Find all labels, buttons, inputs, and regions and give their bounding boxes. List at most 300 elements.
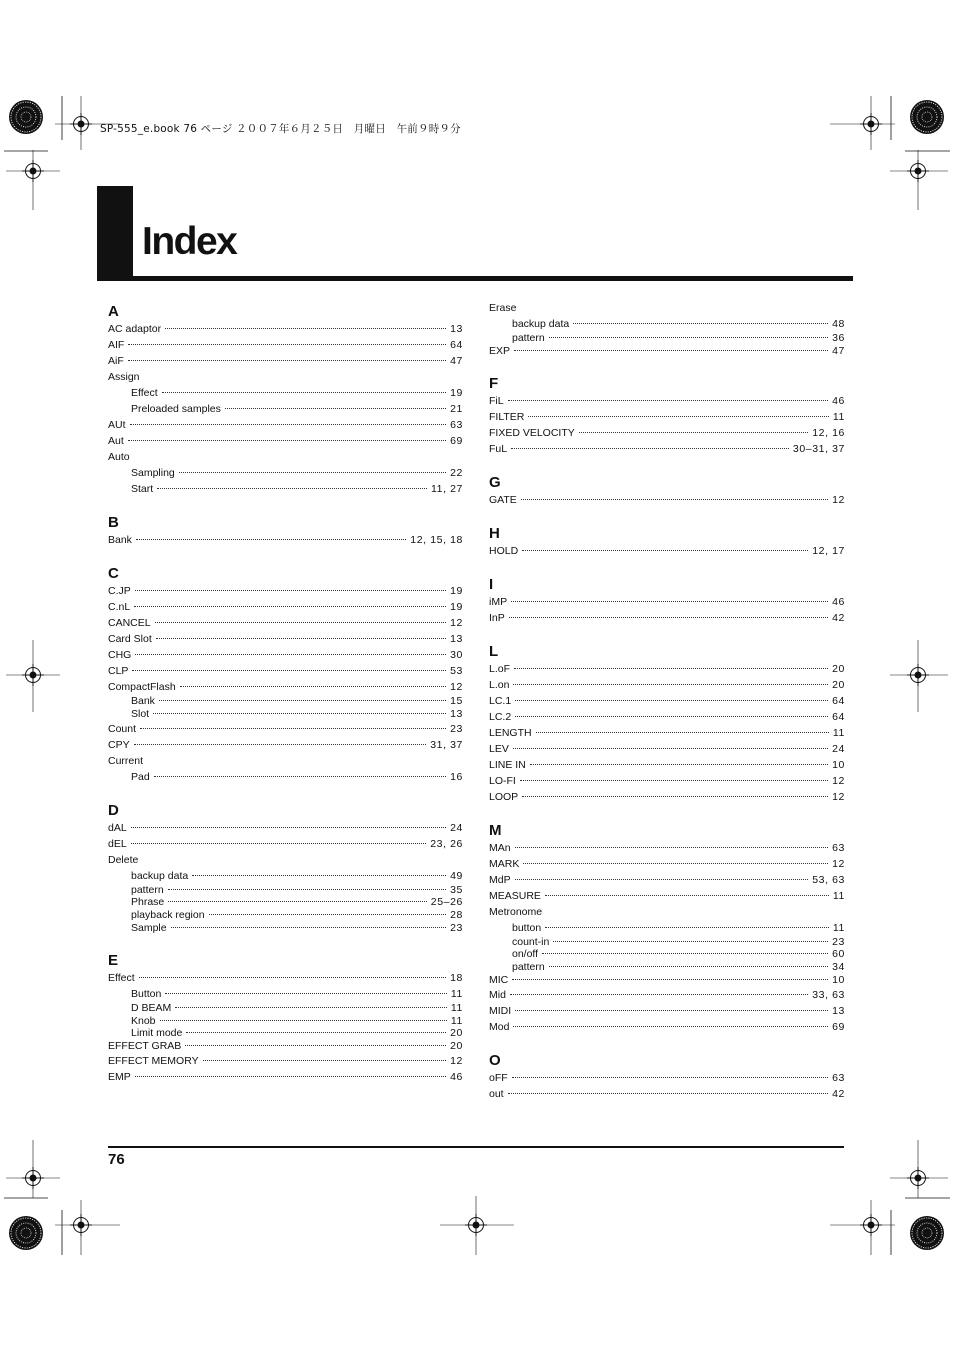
index-entry <box>489 393 845 409</box>
index-page-ref: 11, 27 <box>430 483 463 495</box>
index-term: LEV <box>489 742 509 755</box>
index-entry <box>489 987 845 1003</box>
dot-leader <box>509 617 828 618</box>
registration-star-icon <box>9 1216 43 1250</box>
index-entry <box>489 543 845 559</box>
index-page-ref: 47 <box>832 344 845 357</box>
index-entry <box>489 1003 845 1019</box>
index-letter-heading: A <box>108 303 119 320</box>
index-entry <box>489 757 845 773</box>
dot-leader <box>225 408 446 409</box>
registration-star-icon <box>9 100 43 134</box>
page-title: Index <box>142 220 237 263</box>
index-letter-heading: H <box>489 524 500 542</box>
index-page-ref: 12, 16 <box>812 426 845 439</box>
dot-leader <box>513 1026 828 1027</box>
dot-leader <box>165 328 446 329</box>
dot-leader <box>553 941 828 942</box>
dot-leader <box>549 337 828 338</box>
index-entry <box>489 1086 845 1102</box>
index-page-ref: 33, 63 <box>812 988 845 1001</box>
dot-leader <box>510 994 808 995</box>
index-entry <box>489 856 845 872</box>
index-page-ref: 12 <box>832 493 845 506</box>
index-page-ref: 11 <box>450 1001 463 1014</box>
index-entry <box>108 836 463 852</box>
index-entry <box>489 725 845 741</box>
dot-leader <box>512 979 828 980</box>
index-entry <box>108 337 463 353</box>
dot-leader <box>155 622 447 623</box>
dot-leader <box>132 670 446 671</box>
index-page-ref: 47 <box>450 355 463 367</box>
index-term: Phrase <box>131 896 165 909</box>
index-page-ref: 11 <box>450 1014 463 1027</box>
footer-rule <box>108 1146 844 1148</box>
registration-star-icon <box>910 1216 944 1250</box>
dot-leader <box>131 843 427 844</box>
index-page-ref: 19 <box>450 585 463 597</box>
dot-leader <box>135 590 446 591</box>
index-page-ref: 64 <box>450 339 463 351</box>
dot-leader <box>511 601 828 602</box>
index-subentry <box>108 986 463 1002</box>
index-entry <box>108 417 463 433</box>
index-term: Bank <box>108 534 132 546</box>
title-rule <box>97 276 853 281</box>
index-entry <box>108 353 463 369</box>
dot-leader <box>513 748 828 749</box>
index-term: D BEAM <box>131 1001 172 1014</box>
index-term: CompactFlash <box>108 681 176 693</box>
index-term: FuL <box>489 442 508 455</box>
index-page-ref: 69 <box>450 435 463 447</box>
index-entry <box>489 789 845 805</box>
index-subentry <box>108 1002 463 1015</box>
index-term: LOOP <box>489 790 519 803</box>
index-term: C.nL <box>108 601 131 613</box>
index-entry <box>108 647 463 663</box>
index-entry <box>489 594 845 610</box>
dot-leader <box>180 686 446 687</box>
dot-leader <box>153 713 446 714</box>
dot-leader <box>515 847 829 848</box>
index-term: backup data <box>512 318 570 330</box>
index-term: Effect <box>108 971 135 984</box>
index-column-right <box>489 300 845 1102</box>
index-term: Preloaded samples <box>131 403 221 415</box>
dot-leader <box>186 1032 446 1033</box>
index-term: pattern <box>512 332 545 344</box>
index-subentry <box>108 922 463 935</box>
dot-leader <box>508 1093 829 1094</box>
index-term: EFFECT MEMORY <box>108 1054 199 1067</box>
index-entry <box>489 345 845 358</box>
index-page-ref: 11 <box>832 726 845 739</box>
index-page-ref: 12 <box>450 617 463 629</box>
dot-leader <box>128 440 446 441</box>
index-subentry <box>489 316 845 332</box>
index-page-ref: 69 <box>832 1020 845 1033</box>
index-entry <box>489 741 845 757</box>
index-entry <box>108 820 463 836</box>
index-entry <box>489 677 845 693</box>
index-page-ref: 11 <box>832 410 845 423</box>
index-entry <box>108 679 463 695</box>
dot-leader <box>514 350 828 351</box>
index-term: InP <box>489 611 505 624</box>
index-page-ref: 53 <box>450 665 463 677</box>
index-entry <box>108 737 463 753</box>
index-page-ref: 42 <box>832 611 845 624</box>
index-entry <box>108 433 463 449</box>
index-page-ref: 35 <box>450 883 463 896</box>
index-entry <box>108 970 463 986</box>
index-page-ref: 24 <box>832 742 845 755</box>
index-term: MdP <box>489 873 511 886</box>
index-term: dEL <box>108 837 127 850</box>
dot-leader <box>135 654 446 655</box>
index-page-ref: 46 <box>450 1070 463 1083</box>
index-subentry <box>108 385 463 401</box>
dot-leader <box>157 488 427 489</box>
index-subentry <box>489 920 845 936</box>
dot-leader <box>160 1020 447 1021</box>
index-subentry <box>108 884 463 897</box>
index-term: MIC <box>489 973 509 986</box>
index-subentry <box>108 909 463 922</box>
dot-leader <box>522 796 828 797</box>
index-page-ref: 64 <box>832 710 845 723</box>
index-subentry <box>108 481 463 497</box>
index-entry <box>108 1069 463 1085</box>
index-term: CANCEL <box>108 617 151 629</box>
index-page-ref: 63 <box>832 841 845 854</box>
dot-leader <box>130 424 447 425</box>
index-letter-heading: B <box>108 514 119 531</box>
dot-leader <box>579 432 808 433</box>
dot-leader <box>171 927 447 928</box>
index-entry <box>489 441 845 457</box>
index-page-ref: 31, 37 <box>430 738 463 751</box>
index-entry-group: Auto <box>108 451 130 463</box>
dot-leader <box>154 776 446 777</box>
index-page-ref: 24 <box>450 821 463 834</box>
index-page-ref: 20 <box>450 1040 463 1053</box>
index-term: pattern <box>512 961 545 974</box>
index-page-ref: 23 <box>832 935 845 948</box>
index-subentry <box>108 695 463 708</box>
index-term: MEASURE <box>489 889 541 902</box>
index-page-ref: 15 <box>450 695 463 707</box>
index-entry-group: Erase <box>489 302 517 314</box>
index-page-ref: 11 <box>450 987 463 1000</box>
index-entry <box>489 773 845 789</box>
dot-leader <box>156 638 446 639</box>
index-term: LENGTH <box>489 726 532 739</box>
index-entry <box>489 409 845 425</box>
dot-leader <box>168 889 446 890</box>
dot-leader <box>528 416 828 417</box>
dot-leader <box>573 323 828 324</box>
index-term: Button <box>131 987 162 1000</box>
index-term: AUt <box>108 419 126 431</box>
title-block <box>97 186 133 280</box>
index-page-ref: 42 <box>832 1087 845 1100</box>
index-term: EFFECT GRAB <box>108 1040 182 1053</box>
index-page-ref: 12 <box>832 857 845 870</box>
index-term: L.on <box>489 678 510 691</box>
dot-leader <box>203 1060 446 1061</box>
index-entry <box>108 1053 463 1069</box>
dot-leader <box>520 780 828 781</box>
index-subentry <box>108 708 463 721</box>
dot-leader <box>512 1077 828 1078</box>
dot-leader <box>139 977 446 978</box>
index-term: MIDI <box>489 1004 512 1017</box>
index-subentry <box>489 332 845 345</box>
index-entry <box>108 1040 463 1053</box>
index-entry-group: Current <box>108 754 144 767</box>
index-page-ref: 28 <box>450 909 463 922</box>
index-term: Start <box>131 483 154 495</box>
index-term: CHG <box>108 649 132 661</box>
index-entry <box>489 709 845 725</box>
index-subentry <box>108 1027 463 1040</box>
index-entry <box>108 599 463 615</box>
index-page-ref: 12, 17 <box>812 544 845 557</box>
dot-leader <box>515 1010 828 1011</box>
index-term: button <box>512 921 542 934</box>
index-letter-heading: G <box>489 473 501 491</box>
index-term: C.JP <box>108 585 131 597</box>
index-page-ref: 20 <box>832 662 845 675</box>
index-term: LC.1 <box>489 694 512 707</box>
index-page-ref: 63 <box>450 419 463 431</box>
index-subentry <box>489 948 845 961</box>
index-term: CPY <box>108 738 130 751</box>
index-entry <box>489 492 845 508</box>
index-term: LO-FI <box>489 774 516 787</box>
index-page-ref: 30 <box>450 649 463 661</box>
index-term: Bank <box>131 695 155 707</box>
index-page-ref: 20 <box>832 678 845 691</box>
index-page-ref: 53, 63 <box>812 873 845 886</box>
dot-leader <box>515 700 828 701</box>
dot-leader <box>175 1007 447 1008</box>
index-entry <box>108 615 463 631</box>
dot-leader <box>140 728 446 729</box>
index-term: Count <box>108 722 137 735</box>
index-page-ref: 18 <box>450 971 463 984</box>
dot-leader <box>209 914 447 915</box>
index-term: LINE IN <box>489 758 526 771</box>
index-subentry <box>108 401 463 417</box>
index-page-ref: 11 <box>832 889 845 902</box>
index-entry <box>108 631 463 647</box>
index-page-ref: 16 <box>450 770 463 783</box>
index-page-ref: 23, 26 <box>430 837 463 850</box>
index-term: AIF <box>108 339 125 351</box>
index-entry-group: Metronome <box>489 905 543 918</box>
index-page-ref: 12 <box>450 681 463 693</box>
dot-leader <box>159 700 446 701</box>
index-term: FIXED VELOCITY <box>489 426 575 439</box>
index-term: count-in <box>512 935 550 948</box>
dot-leader <box>511 448 789 449</box>
index-term: EXP <box>489 344 511 357</box>
index-term: Limit mode <box>131 1027 183 1040</box>
index-term: backup data <box>131 869 189 882</box>
dot-leader <box>514 668 828 669</box>
index-page-ref: 49 <box>450 869 463 882</box>
index-entry <box>108 583 463 599</box>
index-page-ref: 10 <box>832 973 845 986</box>
index-subentry <box>108 465 463 481</box>
dot-leader <box>508 400 829 401</box>
index-term: Sample <box>131 921 167 934</box>
dot-leader <box>530 764 828 765</box>
index-page-ref: 22 <box>450 467 463 479</box>
index-term: EMP <box>108 1070 131 1083</box>
index-page-ref: 23 <box>450 921 463 934</box>
index-page-ref: 63 <box>832 1071 845 1084</box>
index-page-ref: 12, 15, 18 <box>410 534 463 546</box>
index-term: Slot <box>131 707 150 720</box>
index-term: Pad <box>131 770 150 783</box>
index-page-ref: 13 <box>450 633 463 645</box>
index-page-ref: 21 <box>450 403 463 415</box>
index-letter-heading: L <box>489 642 499 660</box>
index-term: HOLD <box>489 544 519 557</box>
index-page-ref: 10 <box>832 758 845 771</box>
dot-leader <box>179 472 446 473</box>
index-page-ref: 46 <box>832 595 845 608</box>
index-entry <box>108 532 463 548</box>
dot-leader <box>136 539 406 540</box>
index-letter-heading: F <box>489 374 499 392</box>
dot-leader <box>549 966 828 967</box>
index-page-ref: 46 <box>832 394 845 407</box>
index-page-ref: 12 <box>832 774 845 787</box>
index-page-ref: 20 <box>450 1027 463 1040</box>
index-term: Aut <box>108 435 124 447</box>
index-term: FiL <box>489 394 504 407</box>
dot-leader <box>168 901 427 902</box>
index-entry <box>489 661 845 677</box>
index-page-ref: 12 <box>832 790 845 803</box>
index-term: playback region <box>131 909 205 922</box>
index-page-ref: 23 <box>450 722 463 735</box>
dot-leader <box>128 360 446 361</box>
index-page-ref: 25–26 <box>430 896 463 909</box>
index-entry <box>489 888 845 904</box>
dot-leader <box>522 550 808 551</box>
dot-leader <box>521 499 828 500</box>
index-letter-heading: C <box>108 565 119 582</box>
index-page-ref: 60 <box>832 948 845 961</box>
index-entry <box>108 321 463 337</box>
dot-leader <box>131 827 446 828</box>
index-letter-heading: D <box>108 801 119 819</box>
page-number: 76 <box>108 1151 125 1168</box>
index-term: L.oF <box>489 662 511 675</box>
index-entry <box>489 840 845 856</box>
index-entry-group: Assign <box>108 371 140 383</box>
index-entry <box>489 872 845 888</box>
index-term: MARK <box>489 857 520 870</box>
index-letter-heading: E <box>108 951 119 969</box>
index-term: Card Slot <box>108 633 152 645</box>
index-subentry <box>108 1015 463 1028</box>
print-header: SP-555_e.book 76 ページ ２００７年６月２５日 月曜日 午前９時９分 <box>100 123 461 135</box>
index-page-ref: 12 <box>450 1054 463 1067</box>
index-term: Effect <box>131 387 158 399</box>
index-term: FILTER <box>489 410 525 423</box>
index-entry <box>489 1019 845 1035</box>
index-entry <box>489 974 845 987</box>
index-entry <box>489 1070 845 1086</box>
dot-leader <box>515 879 809 880</box>
index-entry <box>108 663 463 679</box>
index-term: pattern <box>131 883 164 896</box>
index-subentry <box>108 769 463 785</box>
index-page-ref: 48 <box>832 318 845 330</box>
index-term: Mod <box>489 1020 510 1033</box>
index-term: LC.2 <box>489 710 512 723</box>
dot-leader <box>513 684 828 685</box>
index-term: AiF <box>108 355 124 367</box>
index-term: GATE <box>489 493 517 506</box>
index-page-ref: 13 <box>832 1004 845 1017</box>
index-page-ref: 13 <box>450 323 463 335</box>
dot-leader <box>536 732 829 733</box>
dot-leader <box>135 1076 446 1077</box>
dot-leader <box>134 606 446 607</box>
dot-leader <box>192 875 446 876</box>
index-term: dAL <box>108 821 127 834</box>
index-page-ref: 19 <box>450 601 463 613</box>
dot-leader <box>185 1045 446 1046</box>
dot-leader <box>134 744 427 745</box>
dot-leader <box>545 927 829 928</box>
dot-leader <box>523 863 828 864</box>
dot-leader <box>542 953 828 954</box>
index-term: out <box>489 1087 504 1100</box>
index-term: iMP <box>489 595 508 608</box>
index-page-ref: 36 <box>832 332 845 344</box>
index-term: Sampling <box>131 467 175 479</box>
index-entry <box>489 693 845 709</box>
dot-leader <box>162 392 446 393</box>
index-column-left <box>108 300 463 1085</box>
index-subentry <box>108 896 463 909</box>
dot-leader <box>515 716 828 717</box>
index-entry-group: Delete <box>108 853 139 866</box>
index-subentry <box>489 961 845 974</box>
index-subentry <box>108 868 463 884</box>
index-page-ref: 13 <box>450 707 463 720</box>
index-term: MAn <box>489 841 511 854</box>
dot-leader <box>165 993 447 994</box>
index-term: oFF <box>489 1071 508 1084</box>
index-letter-heading: M <box>489 821 502 839</box>
index-letter-heading: O <box>489 1051 501 1069</box>
index-page-ref: 19 <box>450 387 463 399</box>
index-page-ref: 34 <box>832 961 845 974</box>
index-term: Mid <box>489 988 506 1001</box>
index-letter-heading: I <box>489 575 494 593</box>
